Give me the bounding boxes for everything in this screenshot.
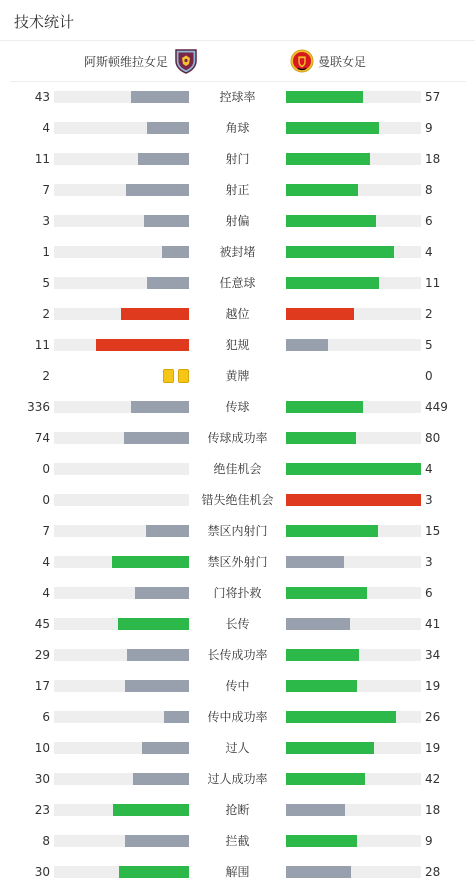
home-bar-track [54, 742, 189, 754]
home-bar [118, 618, 189, 630]
away-stat-value: 80 [425, 431, 441, 445]
away-bar [286, 308, 354, 320]
home-stat-value: 29 [34, 648, 50, 662]
stat-label: 过人成功率 [207, 772, 268, 786]
away-bar-track [286, 122, 421, 134]
away-stat-value: 3 [425, 493, 433, 507]
away-stat-value: 18 [425, 803, 441, 817]
away-bar [286, 432, 356, 444]
home-bar-track [54, 587, 189, 599]
home-bar-track [54, 401, 189, 413]
stat-row [0, 578, 475, 609]
page-title: 技术统计 [14, 13, 75, 31]
home-stat-value: 30 [34, 772, 50, 786]
home-bar-track [54, 308, 189, 320]
away-bar [286, 587, 367, 599]
away-bar-track [286, 277, 421, 289]
home-bar [138, 153, 189, 165]
stat-label: 绝佳机会 [213, 462, 262, 476]
away-bar [286, 277, 379, 289]
home-bar-track [54, 432, 189, 444]
home-stat-value: 2 [42, 369, 50, 383]
home-bar-track [54, 246, 189, 258]
stat-row [0, 361, 475, 392]
home-stat-value: 7 [42, 524, 50, 538]
stat-row [0, 175, 475, 206]
stat-row [0, 299, 475, 330]
home-bar [112, 556, 189, 568]
home-stat-value: 5 [42, 276, 50, 290]
home-stat-value: 8 [42, 834, 50, 848]
home-stat-value: 10 [34, 741, 50, 755]
stat-row [0, 206, 475, 237]
yellow-card-icon [178, 369, 189, 383]
away-bar [286, 246, 394, 258]
stat-row [0, 733, 475, 764]
home-bar [162, 246, 189, 258]
away-stat-value: 19 [425, 741, 441, 755]
home-bar [121, 308, 189, 320]
home-stat-value: 30 [34, 865, 50, 879]
stats-header [0, 0, 475, 41]
away-bar-track [286, 587, 421, 599]
away-bar [286, 122, 379, 134]
stat-label: 射偏 [225, 214, 250, 228]
home-bar [113, 804, 189, 816]
stat-label: 长传 [225, 617, 250, 631]
away-bar [286, 215, 376, 227]
home-bar-track [54, 463, 189, 475]
home-bar [147, 122, 189, 134]
away-stat-value: 2 [425, 307, 433, 321]
stat-row [0, 547, 475, 578]
home-bar-track [54, 649, 189, 661]
away-bar-track [286, 525, 421, 537]
away-bar-track [286, 680, 421, 692]
away-bar-track [286, 742, 421, 754]
stat-label: 解围 [225, 865, 250, 879]
home-stat-value: 4 [42, 555, 50, 569]
away-bar-track [286, 401, 421, 413]
home-bar-track [54, 153, 189, 165]
away-stat-value: 5 [425, 338, 433, 352]
stat-row [0, 485, 475, 516]
stat-label: 射门 [225, 152, 250, 166]
stat-row [0, 454, 475, 485]
away-bar-track [286, 556, 421, 568]
home-bar-track [54, 866, 189, 878]
stat-label: 控球率 [219, 90, 256, 104]
home-stat-value: 45 [34, 617, 50, 631]
stat-label: 传中成功率 [207, 710, 268, 724]
home-stat-value: 0 [42, 462, 50, 476]
home-stat-value: 1 [42, 245, 50, 259]
home-stat-value: 6 [42, 710, 50, 724]
stat-label: 禁区内射门 [207, 524, 268, 538]
away-bar [286, 401, 363, 413]
away-stat-value: 0 [425, 369, 433, 383]
stat-row [0, 268, 475, 299]
home-bar [119, 866, 189, 878]
away-bar [286, 153, 370, 165]
away-bar-track [286, 773, 421, 785]
stat-label: 犯规 [225, 338, 250, 352]
stat-label: 角球 [225, 121, 250, 135]
away-stat-value: 15 [425, 524, 441, 538]
away-stat-value: 9 [425, 121, 433, 135]
home-bar [135, 587, 189, 599]
home-stat-value: 23 [34, 803, 50, 817]
away-bar-track [286, 432, 421, 444]
away-bar-track [286, 153, 421, 165]
home-team-name: 阿斯顿维拉女足 [83, 54, 168, 69]
away-stat-value: 6 [425, 586, 433, 600]
home-bar [131, 401, 189, 413]
away-stat-value: 6 [425, 214, 433, 228]
away-bar [286, 773, 365, 785]
yellow-card-icon [163, 369, 174, 383]
stat-row [0, 764, 475, 795]
away-bar [286, 556, 344, 568]
home-bar-track [54, 711, 189, 723]
home-bar [144, 215, 189, 227]
stat-row [0, 609, 475, 640]
away-bar [286, 711, 396, 723]
away-stat-value: 4 [425, 462, 433, 476]
stat-row [0, 671, 475, 702]
home-bar [126, 184, 189, 196]
home-bar-track [54, 556, 189, 568]
away-bar [286, 866, 351, 878]
home-yellow-cards [163, 369, 190, 383]
away-bar-track [286, 215, 421, 227]
stat-label: 传中 [225, 679, 250, 693]
away-bar [286, 742, 374, 754]
stat-label: 任意球 [219, 276, 256, 290]
away-stat-value: 4 [425, 245, 433, 259]
home-bar-track [54, 184, 189, 196]
home-stat-value: 17 [34, 679, 50, 693]
away-bar [286, 618, 350, 630]
home-bar-track [54, 618, 189, 630]
home-bar [125, 835, 189, 847]
home-bar-track [54, 339, 189, 351]
stat-label: 传球成功率 [207, 431, 268, 445]
stat-label: 禁区外射门 [207, 555, 268, 569]
home-bar-track [54, 122, 189, 134]
stat-label: 抢断 [225, 803, 250, 817]
home-stat-value: 2 [42, 307, 50, 321]
away-stat-value: 26 [425, 710, 441, 724]
away-stat-value: 3 [425, 555, 433, 569]
stat-label: 射正 [225, 183, 250, 197]
away-stat-value: 19 [425, 679, 441, 693]
away-stat-value: 8 [425, 183, 433, 197]
stat-label: 黄牌 [225, 369, 250, 383]
away-bar-track [286, 246, 421, 258]
stat-row [0, 516, 475, 547]
home-stat-value: 11 [34, 338, 50, 352]
home-stat-value: 11 [34, 152, 50, 166]
home-bar-track [54, 494, 189, 506]
home-stat-value: 4 [42, 121, 50, 135]
stat-row [0, 237, 475, 268]
away-team-name: 曼联女足 [318, 54, 367, 69]
away-bar [286, 525, 378, 537]
home-bar-track [54, 277, 189, 289]
away-bar [286, 463, 421, 475]
home-stat-value: 0 [42, 493, 50, 507]
home-bar [124, 432, 189, 444]
home-bar [133, 773, 189, 785]
away-bar [286, 494, 421, 506]
away-bar-track [286, 866, 421, 878]
home-bar [146, 525, 189, 537]
home-bar-track [54, 525, 189, 537]
stat-row [0, 640, 475, 671]
away-bar-track [286, 711, 421, 723]
away-bar-track [286, 91, 421, 103]
teams-row [10, 41, 466, 82]
home-stat-value: 4 [42, 586, 50, 600]
away-team[interactable] [290, 41, 460, 81]
away-bar-track [286, 339, 421, 351]
away-bar-track [286, 618, 421, 630]
home-team[interactable] [10, 41, 198, 81]
home-bar-track [54, 680, 189, 692]
stat-row [0, 423, 475, 454]
stat-row [0, 113, 475, 144]
away-bar [286, 339, 328, 351]
away-bar [286, 649, 359, 661]
away-bar-track [286, 463, 421, 475]
away-bar-track [286, 184, 421, 196]
home-stat-value: 3 [42, 214, 50, 228]
home-stat-value: 336 [27, 400, 50, 414]
home-bar [164, 711, 189, 723]
away-bar [286, 184, 358, 196]
stat-row [0, 795, 475, 826]
home-bar-track [54, 773, 189, 785]
away-stat-value: 41 [425, 617, 441, 631]
home-bar [131, 91, 189, 103]
away-stat-value: 34 [425, 648, 441, 662]
home-bar-track [54, 215, 189, 227]
home-bar [142, 742, 189, 754]
away-stat-value: 11 [425, 276, 441, 290]
home-stat-value: 74 [34, 431, 50, 445]
away-bar-track [286, 494, 421, 506]
away-stat-value: 28 [425, 865, 441, 879]
home-bar-track [54, 91, 189, 103]
away-bar [286, 835, 357, 847]
stat-row [0, 392, 475, 423]
home-bar-track [54, 804, 189, 816]
away-bar-track [286, 804, 421, 816]
home-bar [125, 680, 189, 692]
away-bar [286, 91, 363, 103]
stat-row [0, 144, 475, 175]
stat-row [0, 82, 475, 113]
away-stat-value: 449 [425, 400, 448, 414]
away-bar-track [286, 308, 421, 320]
stat-row [0, 857, 475, 888]
stat-label: 门将扑救 [213, 586, 262, 600]
stat-row [0, 702, 475, 733]
manchester-united-crest-icon [290, 48, 314, 74]
away-bar [286, 804, 345, 816]
stat-label: 传球 [225, 400, 250, 414]
home-bar [127, 649, 189, 661]
home-bar [96, 339, 189, 351]
stat-row [0, 826, 475, 857]
stat-label: 过人 [225, 741, 250, 755]
stat-label: 长传成功率 [207, 648, 268, 662]
home-stat-value: 7 [42, 183, 50, 197]
home-stat-value: 43 [34, 90, 50, 104]
home-bar-track [54, 835, 189, 847]
away-bar-track [286, 649, 421, 661]
stat-label: 错失绝佳机会 [201, 493, 274, 507]
aston-villa-crest-icon [174, 48, 198, 74]
away-stat-value: 57 [425, 90, 441, 104]
away-bar-track [286, 835, 421, 847]
stat-row [0, 330, 475, 361]
away-bar [286, 680, 357, 692]
stat-label: 拦截 [225, 834, 250, 848]
stat-label: 越位 [225, 307, 250, 321]
home-bar [147, 277, 189, 289]
away-stat-value: 42 [425, 772, 441, 786]
away-stat-value: 18 [425, 152, 441, 166]
stat-label: 被封堵 [219, 245, 256, 259]
away-stat-value: 9 [425, 834, 433, 848]
